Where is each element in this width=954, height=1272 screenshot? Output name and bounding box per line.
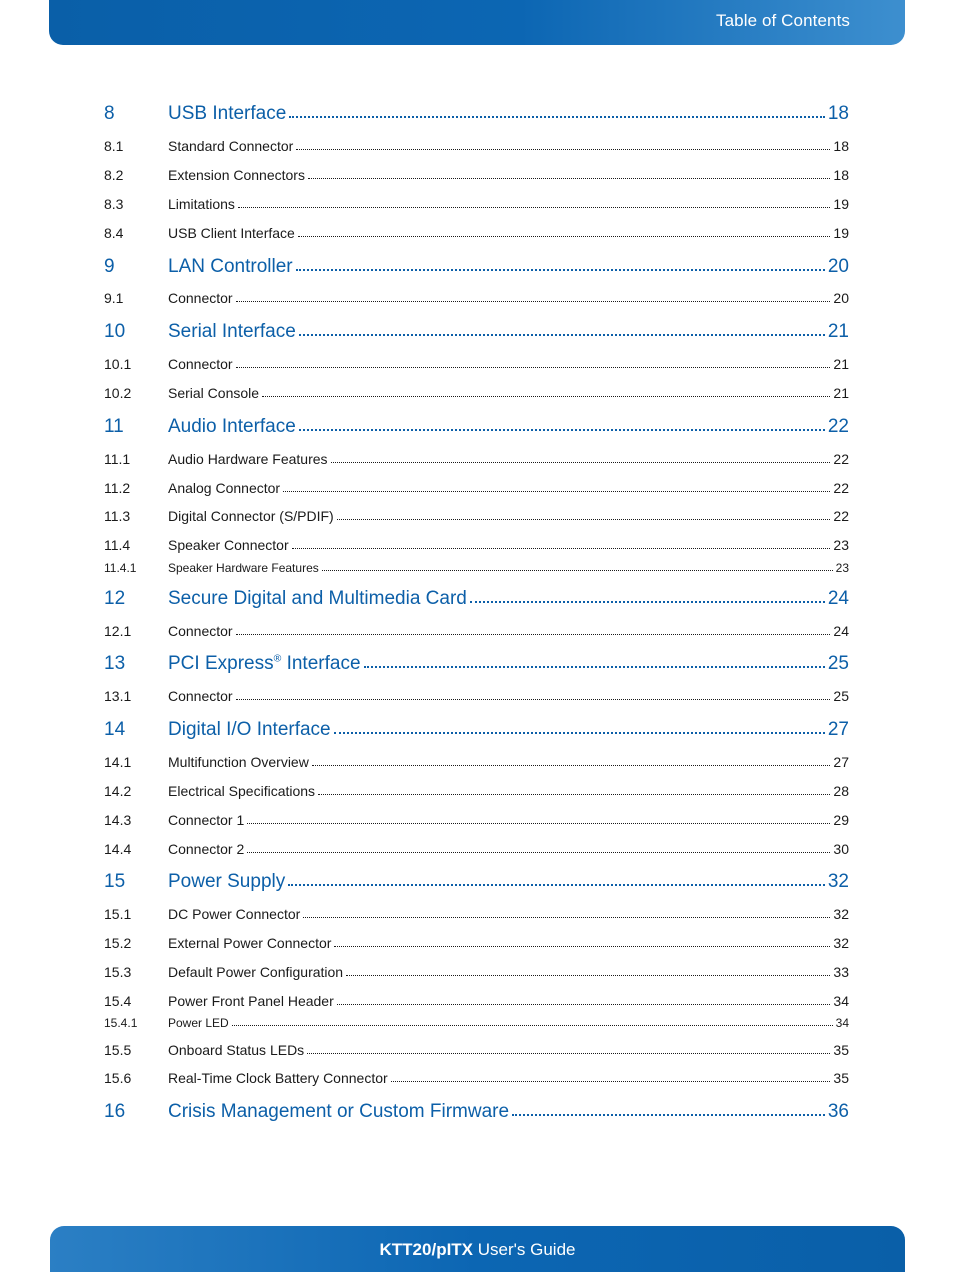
dot-leader [298, 228, 831, 237]
toc-entry-title-text: USB Client Interface [168, 225, 295, 241]
toc-entry-page: 19 [833, 196, 849, 212]
toc-entry-title-text: Power LED [168, 1016, 229, 1030]
toc-entry-page: 34 [835, 1016, 849, 1030]
toc-entry-title-text: Electrical Specifications [168, 783, 316, 799]
toc-entry[interactable] [104, 993, 849, 1009]
toc-entry[interactable] [104, 138, 849, 154]
toc-entry-number: 15.6 [104, 1070, 132, 1086]
toc-entry[interactable] [104, 508, 849, 524]
toc-entry-title [168, 356, 233, 372]
toc-entry-title [168, 754, 309, 770]
toc-entry-title-text: Default Power Configuration [168, 964, 344, 980]
dot-leader [322, 563, 833, 571]
dot-leader [308, 170, 830, 179]
toc-entry-title [168, 719, 331, 741]
toc-entry-number: 13.1 [104, 688, 132, 704]
toc-entry-title [168, 1016, 229, 1030]
dot-leader [346, 967, 830, 976]
toc-entry-title [168, 1042, 304, 1058]
toc-entry[interactable] [104, 103, 849, 125]
toc-entry[interactable] [104, 416, 849, 438]
toc-entry-title-text: Connector [168, 290, 233, 306]
toc-entry-page: 18 [833, 167, 849, 183]
toc-entry-title [168, 451, 328, 467]
toc-entry[interactable] [104, 1016, 849, 1030]
toc-entry-title-text: PCI Express [168, 653, 274, 674]
toc-entry-page: 21 [833, 356, 849, 372]
toc-entry-title-text: Standard Connector [168, 138, 294, 154]
toc-entry-title [168, 480, 280, 496]
dot-leader [262, 388, 830, 397]
toc-entry-page: 33 [833, 964, 849, 980]
toc-entry-title [168, 196, 235, 212]
dot-leader [236, 359, 831, 368]
toc-entry-page: 22 [833, 480, 849, 496]
toc-entry-title-text: LAN Controller [168, 256, 293, 277]
dot-leader [288, 874, 825, 886]
toc-entry-number: 15.2 [104, 935, 132, 951]
toc-entry-number: 15.5 [104, 1042, 132, 1058]
dot-leader [238, 199, 831, 208]
toc-entry-number: 16 [104, 1101, 126, 1122]
toc-entry-title-text: Connector 1 [168, 812, 245, 828]
toc-entry-page: 23 [835, 561, 849, 575]
toc-entry-title [168, 588, 467, 610]
toc-entry[interactable] [104, 588, 849, 610]
header-bar [49, 0, 905, 45]
toc-entry[interactable] [104, 688, 849, 704]
dot-leader [337, 511, 831, 520]
toc-entry-page: 20 [827, 256, 849, 277]
toc-entry-page: 25 [833, 688, 849, 704]
dot-leader [364, 656, 825, 668]
toc-entry[interactable] [104, 719, 849, 741]
toc-entry-page: 35 [833, 1070, 849, 1086]
toc-entry-number: 15.4 [104, 993, 132, 1009]
toc-entry-page: 35 [833, 1042, 849, 1058]
toc-entry-title-text: Digital Connector (S/PDIF) [168, 508, 334, 524]
dot-leader [247, 815, 830, 824]
footer-bar [50, 1226, 905, 1272]
toc-entry-title [168, 964, 343, 980]
footer-suffix: User's Guide [473, 1240, 576, 1259]
toc-entry-title-text: Speaker Hardware Features [168, 561, 319, 575]
dot-leader [299, 324, 825, 336]
toc-entry-title-text: Real-Time Clock Battery Connector [168, 1070, 388, 1086]
toc-entry-number: 15.3 [104, 964, 132, 980]
toc-entry-number: 9 [104, 256, 115, 277]
toc-entry-title [168, 537, 289, 553]
toc-entry[interactable] [104, 783, 849, 799]
toc-entry-page: 24 [833, 623, 849, 639]
header-title: Table of Contents [715, 11, 850, 30]
toc-entry[interactable] [104, 385, 849, 401]
toc-entry-number: 15.4.1 [104, 1016, 138, 1030]
toc-entry-title [168, 812, 244, 828]
registered-mark: ® [273, 653, 282, 665]
toc-entry-title [168, 623, 233, 639]
toc-entry-number: 12.1 [104, 623, 132, 639]
toc-entry-title-text: DC Power Connector [168, 906, 301, 922]
toc-entry-number: 8 [104, 103, 115, 124]
toc-entry-page: 25 [827, 653, 849, 674]
toc-entry-page: 36 [827, 1101, 849, 1122]
toc-entry-number: 11.3 [104, 508, 131, 524]
toc-entry-page: 27 [827, 719, 849, 740]
toc-entry-page: 34 [833, 993, 849, 1009]
dot-leader [318, 786, 830, 795]
toc-entry-title [168, 290, 233, 306]
toc-entry[interactable] [104, 480, 849, 496]
toc-entry-title-text: USB Interface [168, 103, 287, 124]
toc-entry-title-text: Audio Hardware Features [168, 451, 328, 467]
toc-entry-page: 21 [833, 385, 849, 401]
toc-entry-title [168, 138, 293, 154]
toc-entry[interactable] [104, 1101, 849, 1123]
toc-entry-title-text: External Power Connector [168, 935, 332, 951]
toc-entry-title-text: Serial Console [168, 385, 260, 401]
toc-entry-title-text: Connector [168, 688, 233, 704]
toc-entry-number: 11.4 [104, 537, 131, 553]
dot-leader [470, 591, 825, 603]
toc-entry[interactable] [104, 964, 849, 980]
toc-entry-title [168, 167, 305, 183]
toc-entry[interactable] [104, 754, 849, 770]
dot-leader [334, 938, 830, 947]
toc-entry-title-text: Connector [168, 623, 233, 639]
toc-entry-page: 32 [833, 935, 849, 951]
toc-entry-title [168, 688, 233, 704]
toc-entry-page: 29 [833, 812, 849, 828]
toc-entry-title [168, 1101, 509, 1123]
toc-entry-number: 15 [104, 871, 126, 892]
toc-entry-title [168, 841, 244, 857]
footer-product: KTT20/pITX [379, 1240, 474, 1259]
toc-entry-title [168, 935, 331, 951]
toc-entry-number: 14.1 [104, 754, 132, 770]
toc-entry-title-text: Connector 2 [168, 841, 245, 857]
dot-leader [334, 722, 825, 734]
toc-entry-page: 19 [833, 225, 849, 241]
toc-entry-title [168, 653, 361, 675]
dot-leader [296, 259, 825, 271]
toc-entry[interactable] [104, 841, 849, 857]
toc-entry-number: 13 [104, 653, 126, 674]
dot-leader [236, 691, 831, 700]
dot-leader [307, 1045, 830, 1054]
toc-entry-number: 14.2 [104, 783, 132, 799]
toc-entry-number: 14.3 [104, 812, 132, 828]
toc-entry-title-text: Digital I/O Interface [168, 719, 331, 740]
dot-leader [331, 454, 831, 463]
toc-entry-title-text: Limitations [168, 196, 235, 212]
dot-leader [299, 419, 825, 431]
toc-entry-title [168, 508, 334, 524]
toc-entry-page: 21 [827, 321, 849, 342]
toc-entry-title [168, 225, 295, 241]
toc-entry-number: 11 [104, 416, 124, 437]
toc-entry[interactable] [104, 623, 849, 639]
toc-entry-number: 11.4.1 [104, 561, 137, 575]
toc-entry-title [168, 871, 285, 893]
toc-entry-number: 10.2 [104, 385, 132, 401]
toc-entry-number: 8.3 [104, 196, 124, 212]
dot-leader [391, 1073, 831, 1082]
toc-entry[interactable] [104, 356, 849, 372]
toc-entry-title-text: Power Supply [168, 871, 286, 892]
toc-entry-title-suffix: Interface [281, 653, 361, 674]
toc-entry-number: 8.2 [104, 167, 124, 183]
footer-text [50, 1240, 905, 1260]
toc-entry-page: 18 [833, 138, 849, 154]
toc-entry-title [168, 416, 296, 438]
toc-entry-page: 30 [833, 841, 849, 857]
toc-entry-page: 18 [827, 103, 849, 124]
toc-entry-title-text: Secure Digital and Multimedia Card [168, 588, 467, 609]
toc-entry-title [168, 1070, 388, 1086]
toc-entry-page: 22 [833, 508, 849, 524]
toc-entry-number: 14 [104, 719, 126, 740]
toc-entry[interactable] [104, 871, 849, 893]
dot-leader [232, 1018, 833, 1026]
toc-entry-title-text: Audio Interface [168, 416, 296, 437]
toc-entry-title [168, 321, 296, 343]
toc-entry-page: 27 [833, 754, 849, 770]
toc-entry-title-text: Crisis Management or Custom Firmware [168, 1101, 510, 1122]
dot-leader [303, 909, 830, 918]
toc-entry-title [168, 906, 300, 922]
dot-leader [312, 757, 831, 766]
toc-entry-title-text: Extension Connectors [168, 167, 305, 183]
toc-entry-number: 11.2 [104, 480, 131, 496]
toc-entry[interactable] [104, 451, 849, 467]
toc-entry-page: 20 [833, 290, 849, 306]
toc-entry-title-text: Onboard Status LEDs [168, 1042, 305, 1058]
toc-entry-number: 8.4 [104, 225, 124, 241]
toc-entry-number: 11.1 [104, 451, 131, 467]
toc-entry-title [168, 103, 286, 125]
toc-entry[interactable] [104, 256, 849, 278]
toc-entry-number: 15.1 [104, 906, 132, 922]
toc-entry[interactable] [104, 906, 849, 922]
toc-entry[interactable] [104, 1070, 849, 1086]
toc-entry-title-text: Connector [168, 356, 233, 372]
toc-entry-title-text: Power Front Panel Header [168, 993, 334, 1009]
dot-leader [292, 540, 831, 549]
toc-entry-page: 32 [827, 871, 849, 892]
toc-entry-page: 22 [827, 416, 849, 437]
toc-entry-title-text: Analog Connector [168, 480, 281, 496]
toc-entry-page: 28 [833, 783, 849, 799]
toc-entry-number: 10 [104, 321, 126, 342]
toc-entry-number: 10.1 [104, 356, 132, 372]
toc-entry-page: 23 [833, 537, 849, 553]
toc-entry[interactable] [104, 321, 849, 343]
toc-entry-page: 24 [827, 588, 849, 609]
toc-entry[interactable] [104, 935, 849, 951]
toc-entry-title [168, 385, 259, 401]
toc-entry-title-text: Multifunction Overview [168, 754, 309, 770]
toc-entry-title [168, 993, 334, 1009]
toc-entry[interactable] [104, 290, 849, 306]
dot-leader [289, 106, 825, 118]
dot-leader [296, 141, 830, 150]
toc-entry-title [168, 783, 315, 799]
dot-leader [512, 1104, 825, 1116]
toc-entry-title [168, 256, 293, 278]
toc-entry[interactable] [104, 167, 849, 183]
toc-entry-number: 8.1 [104, 138, 124, 154]
toc-entry[interactable] [104, 537, 849, 553]
toc-entry-page: 22 [833, 451, 849, 467]
dot-leader [283, 483, 830, 492]
toc-entry-number: 9.1 [104, 290, 124, 306]
toc-entry-title-text: Speaker Connector [168, 537, 289, 553]
toc-entry[interactable] [104, 561, 849, 575]
toc-entry[interactable] [104, 653, 849, 675]
dot-leader [337, 996, 831, 1005]
toc-entry-title-text: Serial Interface [168, 321, 296, 342]
dot-leader [236, 293, 831, 302]
dot-leader [247, 844, 830, 853]
toc-entry-number: 14.4 [104, 841, 132, 857]
toc-entry[interactable] [104, 196, 849, 212]
toc-entry[interactable] [104, 1042, 849, 1058]
toc-entry[interactable] [104, 812, 849, 828]
toc-entry-page: 32 [833, 906, 849, 922]
toc-entry-title [168, 561, 319, 575]
toc-entry[interactable] [104, 225, 849, 241]
dot-leader [236, 626, 831, 635]
toc-entry-number: 12 [104, 588, 126, 609]
